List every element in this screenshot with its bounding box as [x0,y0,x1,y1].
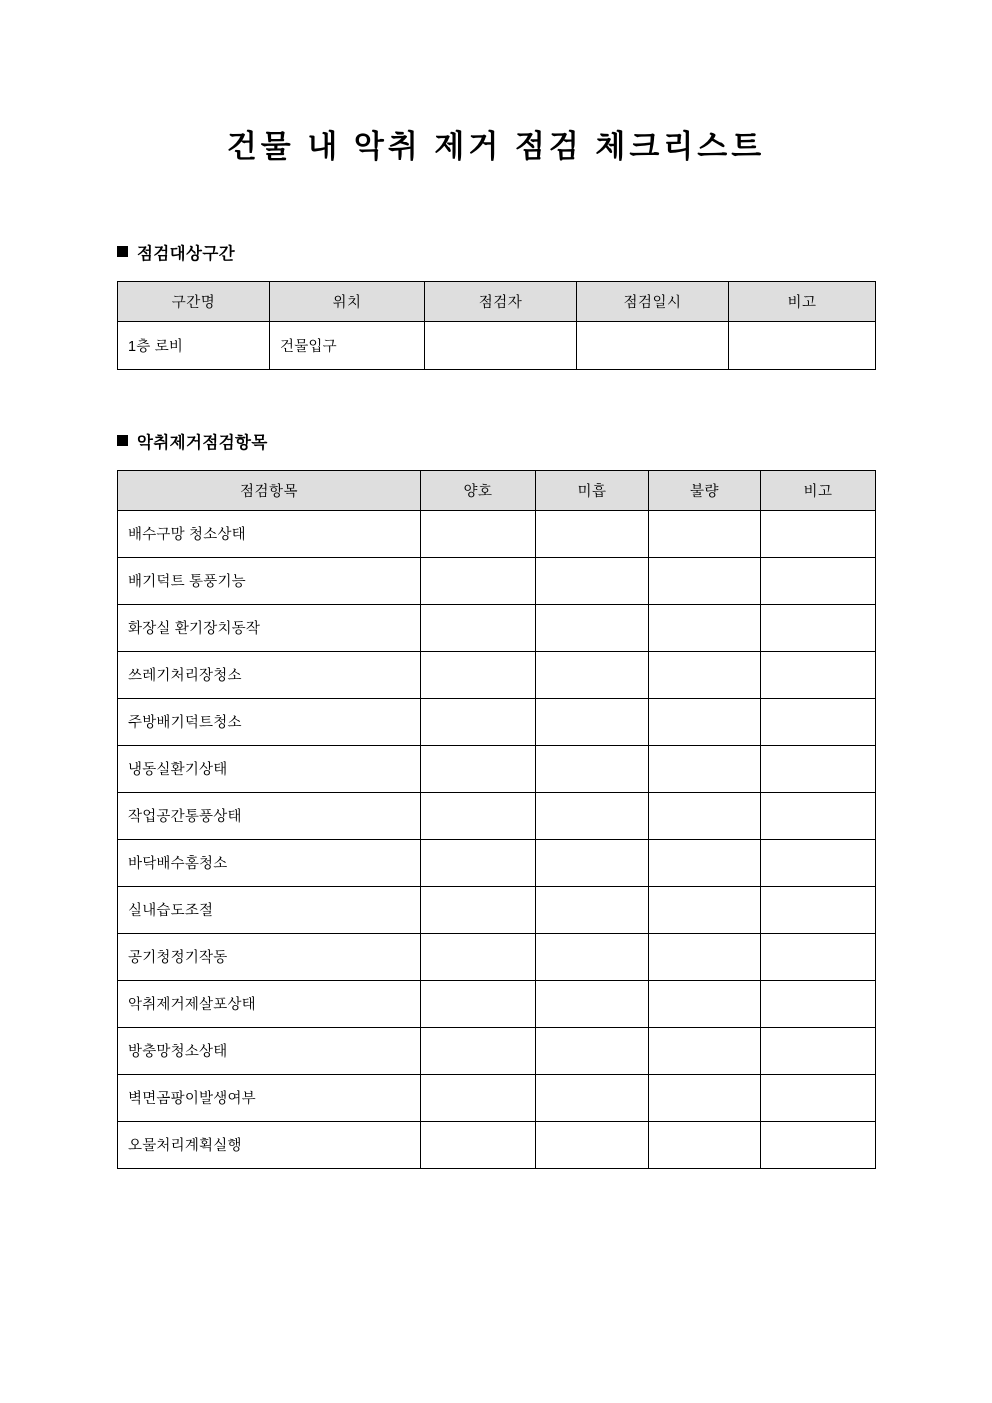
table-row [118,1027,876,1074]
cell-inspection-item[interactable]: 냉동실환기상태 [118,745,421,792]
cell-insufficient[interactable] [536,510,649,557]
section-heading-inspection-items [0,429,992,453]
cell-insufficient[interactable] [536,792,649,839]
column-header-remarks: 비고 [761,470,876,510]
cell-insufficient[interactable] [536,745,649,792]
table-row [118,321,876,369]
table-row [118,792,876,839]
cell-defective[interactable] [649,1027,761,1074]
cell-inspector[interactable] [425,321,577,369]
cell-remarks[interactable] [761,604,876,651]
target-zone-table [117,281,876,370]
cell-remarks[interactable] [761,933,876,980]
cell-remarks[interactable] [761,1027,876,1074]
table-header-row [118,470,876,510]
inspection-items-table [117,470,876,1169]
cell-insufficient[interactable] [536,839,649,886]
cell-inspection-datetime[interactable] [577,321,729,369]
cell-defective[interactable] [649,886,761,933]
section-heading-label: 점검대상구간 [137,244,236,263]
cell-insufficient[interactable] [536,698,649,745]
table-row [118,980,876,1027]
cell-insufficient[interactable] [536,933,649,980]
cell-good[interactable] [421,792,536,839]
cell-good[interactable] [421,1121,536,1168]
cell-remarks[interactable] [729,321,876,369]
cell-insufficient[interactable] [536,886,649,933]
filled-square-bullet-icon [117,435,128,446]
cell-insufficient[interactable] [536,557,649,604]
cell-remarks[interactable] [761,698,876,745]
column-header-insufficient: 미흡 [536,470,649,510]
inspection-items-body [118,510,876,1168]
cell-inspection-item[interactable]: 쓰레기처리장청소 [118,651,421,698]
cell-good[interactable] [421,839,536,886]
section-heading-label: 악취제거점검항목 [137,433,268,452]
cell-inspection-item[interactable]: 화장실 환기장치동작 [118,604,421,651]
cell-remarks[interactable] [761,557,876,604]
cell-good[interactable] [421,604,536,651]
column-header-inspection-item: 점검항목 [118,470,421,510]
table-row [118,1121,876,1168]
filled-square-bullet-icon [117,246,128,257]
cell-good[interactable] [421,745,536,792]
cell-inspection-item[interactable]: 배기덕트 통풍기능 [118,557,421,604]
cell-inspection-item[interactable]: 공기청정기작동 [118,933,421,980]
cell-defective[interactable] [649,745,761,792]
column-header-remarks: 비고 [729,281,876,321]
table-row [118,651,876,698]
cell-insufficient[interactable] [536,980,649,1027]
cell-remarks[interactable] [761,651,876,698]
cell-inspection-item[interactable]: 배수구망 청소상태 [118,510,421,557]
column-header-defective: 불량 [649,470,761,510]
cell-remarks[interactable] [761,745,876,792]
cell-defective[interactable] [649,980,761,1027]
cell-defective[interactable] [649,510,761,557]
section-heading-target-zone [0,240,992,264]
cell-good[interactable] [421,510,536,557]
table-row [118,698,876,745]
cell-remarks[interactable] [761,510,876,557]
cell-good[interactable] [421,557,536,604]
cell-good[interactable] [421,933,536,980]
cell-inspection-item[interactable]: 실내습도조절 [118,886,421,933]
cell-good[interactable] [421,980,536,1027]
cell-defective[interactable] [649,839,761,886]
cell-insufficient[interactable] [536,651,649,698]
column-header-zone-name: 구간명 [118,281,270,321]
column-header-inspection-datetime: 점검일시 [577,281,729,321]
cell-defective[interactable] [649,651,761,698]
table-header-row [118,281,876,321]
table-row [118,510,876,557]
cell-insufficient[interactable] [536,1074,649,1121]
column-header-good: 양호 [421,470,536,510]
column-header-inspector: 점검자 [425,281,577,321]
cell-good[interactable] [421,886,536,933]
cell-insufficient[interactable] [536,1027,649,1074]
inspection-items-table-wrap [0,470,992,1169]
table-row [118,557,876,604]
cell-inspection-item[interactable]: 바닥배수홈청소 [118,839,421,886]
cell-inspection-item[interactable]: 악취제거제살포상태 [118,980,421,1027]
cell-defective[interactable] [649,698,761,745]
cell-inspection-item[interactable]: 방충망청소상태 [118,1027,421,1074]
cell-good[interactable] [421,698,536,745]
target-zone-table-wrap [0,281,992,370]
table-row [118,745,876,792]
cell-remarks[interactable] [761,980,876,1027]
cell-good[interactable] [421,651,536,698]
table-row [118,1074,876,1121]
cell-good[interactable] [421,1027,536,1074]
cell-insufficient[interactable] [536,604,649,651]
cell-remarks[interactable] [761,839,876,886]
cell-inspection-item[interactable]: 주방배기덕트청소 [118,698,421,745]
cell-defective[interactable] [649,792,761,839]
table-row [118,886,876,933]
table-row [118,933,876,980]
cell-defective[interactable] [649,933,761,980]
table-row [118,604,876,651]
table-row [118,839,876,886]
cell-remarks[interactable] [761,1121,876,1168]
cell-defective[interactable] [649,604,761,651]
cell-inspection-item[interactable]: 작업공간통풍상태 [118,792,421,839]
cell-good[interactable] [421,1074,536,1121]
cell-zone-name[interactable]: 1층 로비 [118,321,270,369]
page-title: 건물 내 악취 제거 점검 체크리스트 [226,129,766,164]
cell-location[interactable]: 건물입구 [270,321,425,369]
column-header-location: 위치 [270,281,425,321]
cell-remarks[interactable] [761,792,876,839]
cell-remarks[interactable] [761,1074,876,1121]
cell-defective[interactable] [649,1121,761,1168]
cell-defective[interactable] [649,1074,761,1121]
cell-defective[interactable] [649,557,761,604]
cell-inspection-item[interactable]: 벽면곰팡이발생여부 [118,1074,421,1121]
cell-inspection-item[interactable]: 오물처리계획실행 [118,1121,421,1168]
cell-remarks[interactable] [761,886,876,933]
cell-insufficient[interactable] [536,1121,649,1168]
